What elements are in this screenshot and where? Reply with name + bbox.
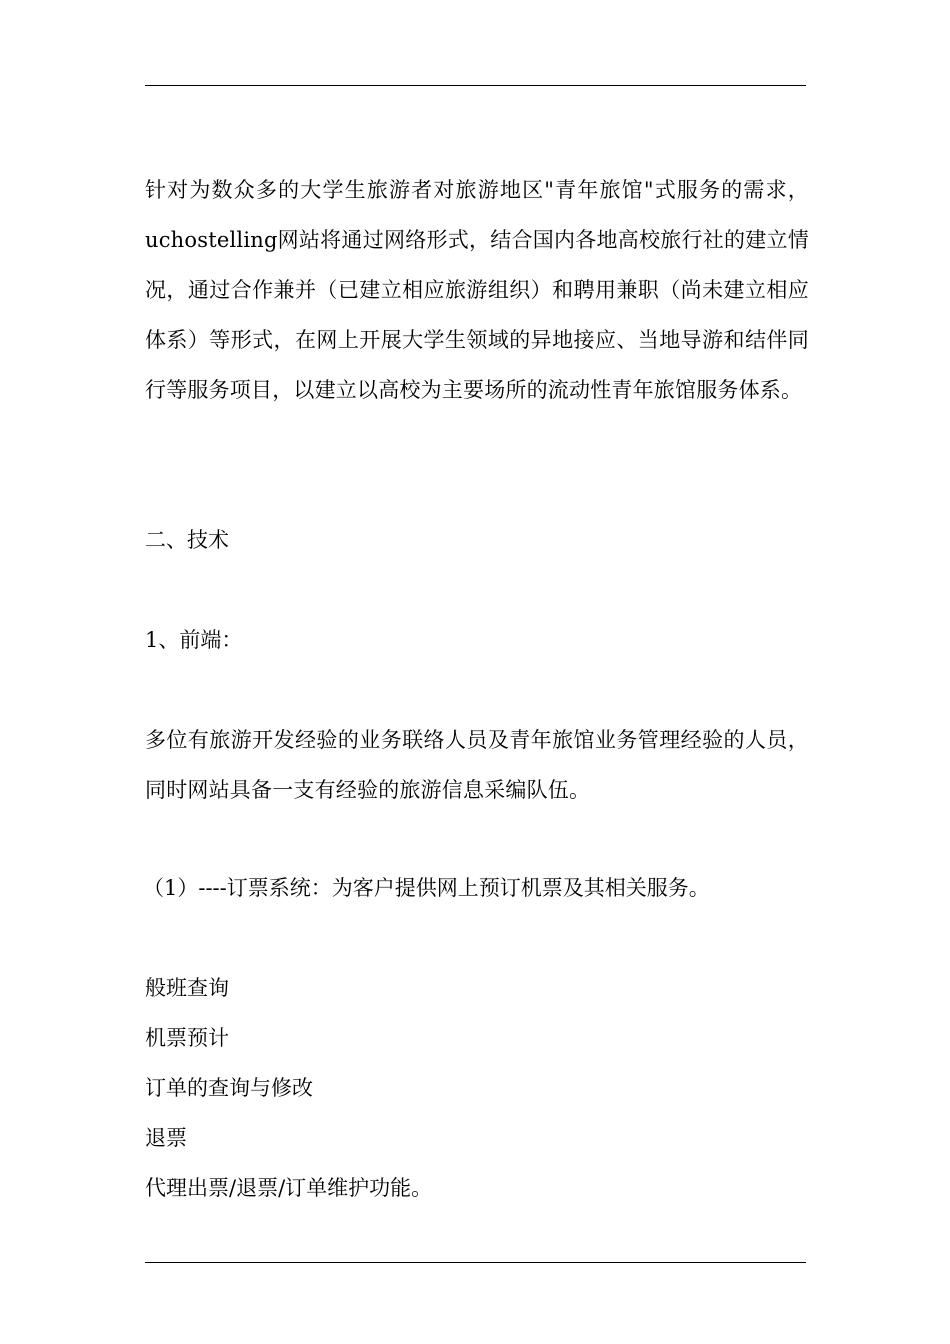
feature-item: 代理出票/退票/订单维护功能。 [145,1176,433,1200]
system-item: （1）----订票系统：为客户提供网上预订机票及其相关服务。 [143,876,710,900]
intro-paragraph: 针对为数众多的大学生旅游者对旅游地区"青年旅馆"式服务的需求，uchostelling网站将通过网络形式，结合国内各地高校旅行社的建立情况，通过合作兼并（已建立相应旅游组织）和聘用兼职（尚未建立相应体系）等形式，在网上开展大学生领域的异地接应、当地导游和结伴同行等服务项目，以建立以高校为主要场所的流动性青年旅馆服务体系。 [145,178,809,402]
section-heading: 二、技术 [145,528,229,552]
subsection-heading: 1、前端： [145,628,243,652]
feature-item: 订单的查询与修改 [145,1076,313,1100]
team-paragraph: 多位有旅游开发经验的业务联络人员及青年旅馆业务管理经验的人员，同时网站具备一支有经验的旅游信息采编队伍。 [145,728,809,802]
feature-item: 机票预计 [145,1026,229,1050]
feature-item: 退票 [145,1126,187,1150]
feature-item: 般班查询 [145,976,229,1000]
header-rule [145,85,806,86]
footer-rule [145,1262,806,1263]
